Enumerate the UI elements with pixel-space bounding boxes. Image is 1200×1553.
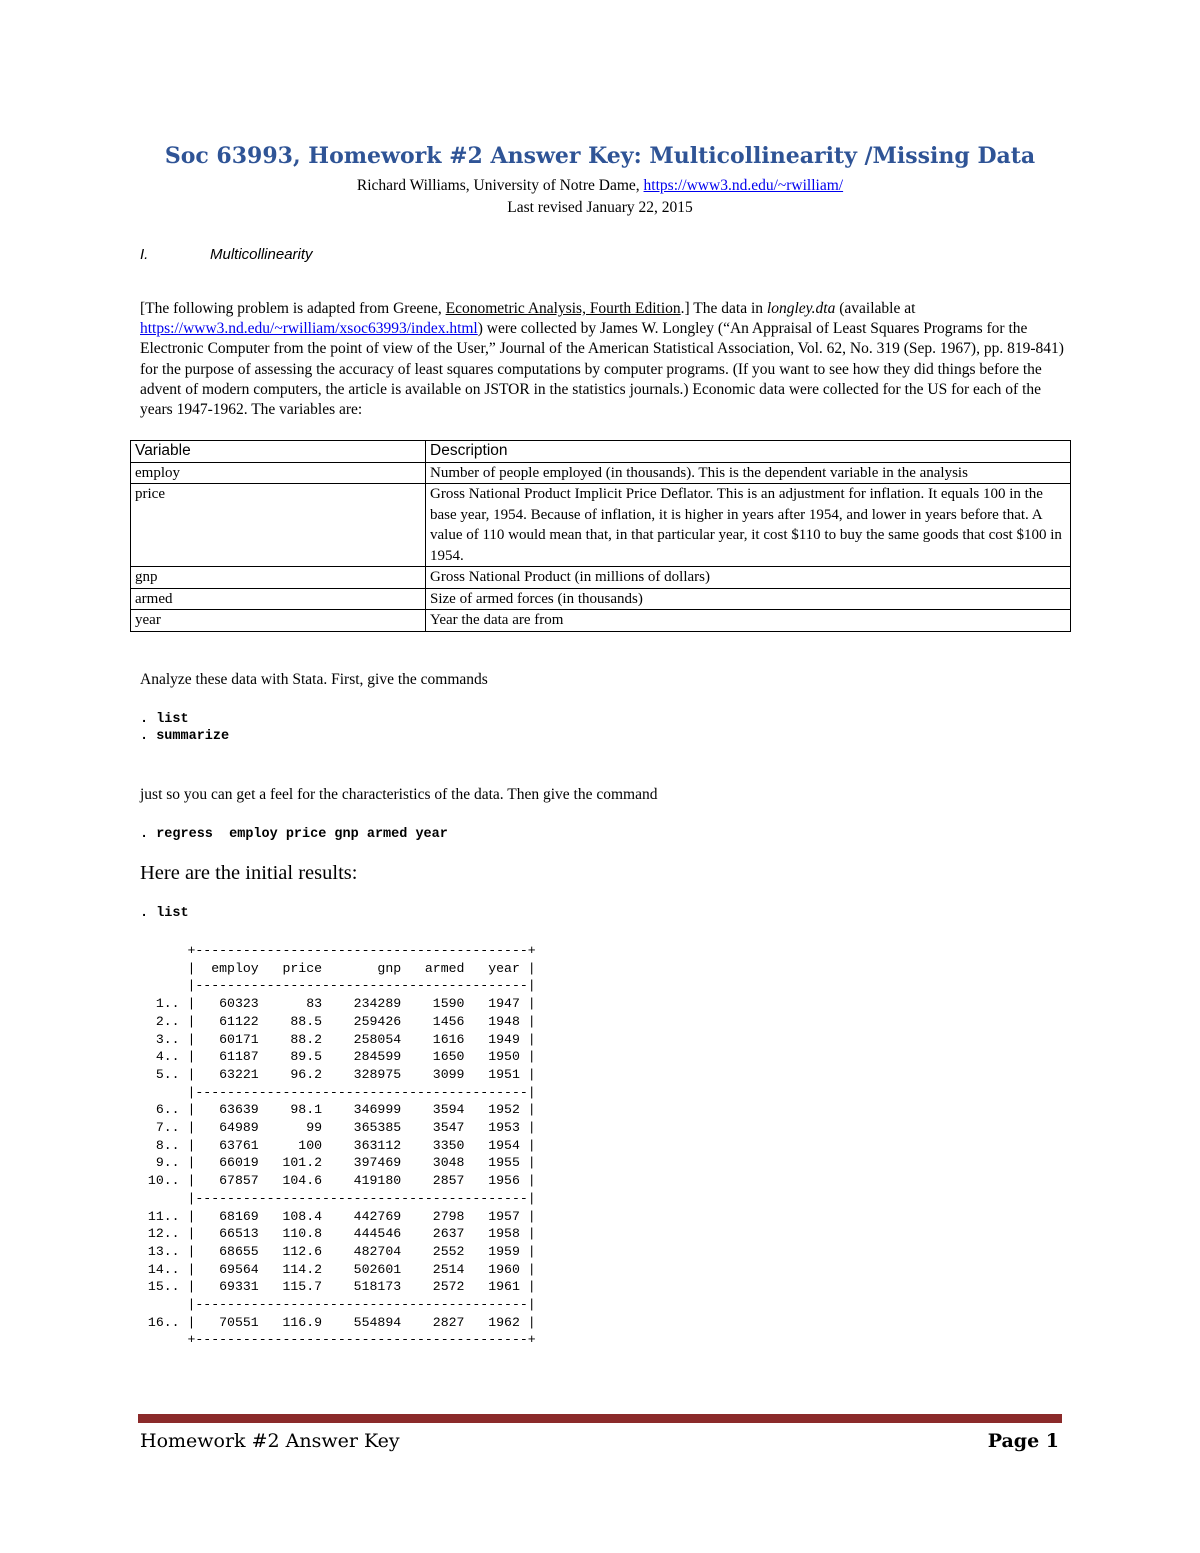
feel-instructions: just so you can get a feel for the characteristics of the data. Then give the command [140,786,658,803]
analyze-instructions: Analyze these data with Stata. First, give the commands [140,671,488,688]
variable-name: employ [131,462,426,484]
variable-name: price [131,484,426,567]
author-link[interactable]: https://www3.nd.edu/~rwilliam/ [643,177,844,194]
book-title: Econometric Analysis, Fourth Edition [445,300,681,317]
list-separator: |------------------------------------------| [187,978,536,994]
footer-rule [138,1414,1062,1423]
variable-name: gnp [131,567,426,589]
section-title: Multicollinearity [210,246,313,263]
list-row: 8.. | 63761 100 363112 3350 1954 | [155,1137,536,1153]
intro-text-4: ) were collected by James W. Longley (“An Appraisal of Least Squares Programs for the Electronic Computer from the point of view of the User,” Journal of the American Statistical Association, Vol. 62, No. 319 (Sep. 1967), pp. 819-841) for the purpose of assessing the accuracy of least squares computations by computer programs. (If you want to see how they did things before the advent of modern computers, the article is available on JSTOR in the statistics journals.) Economic data were collected for the US for each of the years 1947-1962. The variables are: [140,320,1064,419]
list-row: 2.. | 61122 88.5 259426 1456 1948 | [155,1013,536,1029]
table-row [131,567,1071,589]
stata-list-output [140,942,536,1349]
list-row: 3.. | 60171 88.2 258054 1616 1949 | [155,1031,536,1047]
page-number: Page 1 [987,1430,1059,1452]
course-link[interactable]: https://www3.nd.edu/~rwilliam/xsoc63993/index.html [140,320,478,338]
list-row: 6.. | 63639 98.1 346999 3594 1952 | [155,1102,536,1118]
list-separator: |------------------------------------------| [187,1190,536,1206]
author-text: Richard Williams, University of Notre Dame, [356,177,644,194]
list-row: 13.. | 68655 112.6 482704 2552 1959 | [147,1243,536,1259]
intro-text-2: .] The data in [680,300,767,317]
list-row: 16.. | 70551 116.9 554894 2827 1962 | [147,1314,536,1330]
header-variable: Variable [131,441,426,463]
list-row: 11.. | 68169 108.4 442769 2798 1957 | [147,1208,536,1224]
revised-date: Last revised January 22, 2015 [507,199,693,216]
variable-description: Gross National Product (in millions of dollars) [426,567,1071,589]
intro-text-1: [The following problem is adapted from Greene, [140,300,446,317]
list-row: 10.. | 67857 104.6 419180 2857 1956 | [147,1173,536,1189]
data-file-name: longley.dta [766,300,836,317]
intro-paragraph [140,299,1070,420]
stata-command-regress: . regress employ price gnp armed year [140,827,448,842]
variable-description: Size of armed forces (in thousands) [426,588,1071,610]
table-header-row [131,441,1071,463]
list-row: 15.. | 69331 115.7 518173 2572 1961 | [147,1279,536,1295]
table-row [131,610,1071,632]
variable-description: Year the data are from [426,610,1071,632]
stata-commands-list-summarize: . list . summarize [140,712,230,744]
results-heading: Here are the initial results: [140,862,358,884]
list-row: 5.. | 63221 96.2 328975 3099 1951 | [155,1066,536,1082]
author-line [0,177,1200,195]
variable-description: Number of people employed (in thousands). This is the dependent variable in the analysis [426,462,1071,484]
footer-title: Homework #2 Answer Key [140,1430,400,1452]
list-command: . list [140,906,189,921]
table-row [131,462,1071,484]
table-row [131,588,1071,610]
section-number: I. [140,246,149,263]
section-heading [140,246,313,263]
page-title: Soc 63993, Homework #2 Answer Key: Multicollinearity /Missing Data [164,143,1036,169]
list-row: 7.. | 64989 99 365385 3547 1953 | [155,1120,536,1136]
variable-name: armed [131,588,426,610]
list-border: +------------------------------------------+ [187,943,536,958]
list-row: 9.. | 66019 101.2 397469 3048 1955 | [155,1155,536,1171]
variable-name: year [131,610,426,632]
list-border: +------------------------------------------+ [187,1332,536,1348]
list-separator: |------------------------------------------| [187,1297,536,1313]
table-row [131,484,1071,567]
header-description: Description [426,441,1071,463]
list-row: 4.. | 61187 89.5 284599 1650 1950 | [155,1049,536,1065]
list-row: 12.. | 66513 110.8 444546 2637 1958 | [147,1226,536,1242]
list-row: 1.. | 60323 83 234289 1590 1947 | [155,996,536,1012]
list-header: | employ price gnp armed year | [187,960,536,976]
list-row: 14.. | 69564 114.2 502601 2514 1960 | [147,1261,536,1277]
variable-description: Gross National Product Implicit Price Deflator. This is an adjustment for inflation. It equals 100 in the base year, 1954. Because of inflation, it is higher in years after 1954, and lower in years before that. A value of 110 would mean that, in that particular year, it cost $110 to buy the same goods that cost $100 in 1954. [426,484,1071,567]
list-separator: |------------------------------------------| [187,1084,536,1100]
intro-text-3: (available at [835,300,916,317]
variable-table [130,440,1071,632]
